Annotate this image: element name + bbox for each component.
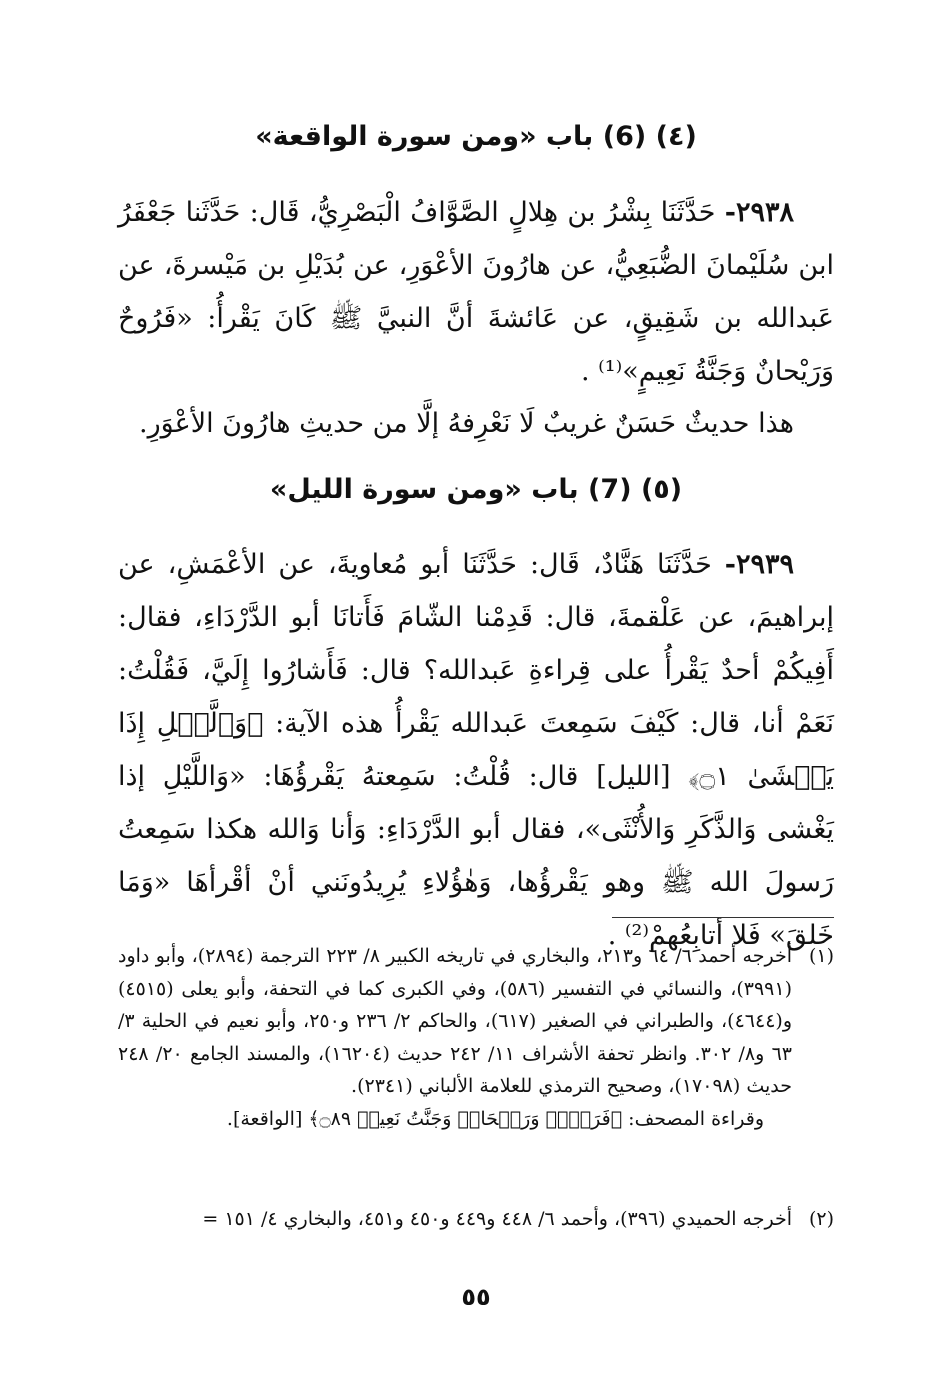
hadith-number: ٢٩٣٨- <box>724 197 794 228</box>
footnote-mark: (١) <box>808 945 834 967</box>
hadith-text: حَدَّثَنَا بِشْرُ بن هِلالٍ الصَّوَّافُ الْبَصْرِيُّ، قَال: حَدَّثَنا جَعْفَرُ ابن سُلَيْمانَ الضُّبَعِيُّ، عن هارُونَ الأعْوَرِ، عن بُدَيْلِ بن مَيْسرةَ، عن عَبدالله بن شَقِيقٍ، عن عَائشةَ أنَّ النبيَّ ﷺ كَانَ يَقْرأُ: «فَرُوحٌ وَرَيْحانٌ وَجَنَّةُ نَعِيمٍ»⁽¹⁾ . <box>118 197 834 387</box>
hadith-paragraph <box>118 186 834 398</box>
hadith-grading: هذا حديثٌ حَسَنٌ غريبٌ لَا نَعْرِفهُ إلَّا من حديثِ هارُونَ الأعْوَرِ. <box>139 408 794 439</box>
hadith-2938 <box>118 186 834 398</box>
footnote-text: أخرجه أحمد ٦/ ٦٤ و٢١٣، والبخاري في تاريخه الكبير ٨/ ٢٢٣ الترجمة (٢٨٩٤)، وأبو داود (٣٩٩١)، والنسائي في التفسير (٥٨٦)، وفي الكبرى كما في التحفة، وأبو يعلى (٤٥١٥) و(٤٦٤٤)، والطبراني في الصغير (٦١٧)، والحاكم ٢/ ٢٣٦ و٢٥٠، وأبو نعيم في الحلية ٣/ ٦٣ و٨/ ٣٠٢. وانظر تحفة الأشراف ١١/ ٢٤٢ حديث (١٦٢٠٤)، والمسند الجامع ٢٠/ ٢٤٨ حديث (١٧٠٩٨)، وصحيح الترمذي للعلامة الألباني (٢٣٤١). <box>118 945 792 1097</box>
hadith-paragraph <box>118 538 834 962</box>
footnote-quran-reading: وقراءة المصحف: ﴿فَرَوۡحٞ وَرَيۡحَانٞ وَجَنَّتُ نَعِيمٖ ۝٨٩﴾ [الواقعة]. <box>226 1107 764 1130</box>
chapter-heading-waqiah: (٤) (6) باب «ومن سورة الواقعة» <box>255 121 697 152</box>
hadith-number: ٢٩٣٩- <box>724 549 794 580</box>
footnote-1 <box>118 940 834 1135</box>
footnote-row <box>118 940 834 1103</box>
footnote-2 <box>118 1203 834 1236</box>
page-number: ٥٥ <box>461 1283 491 1311</box>
footnote-mark: (٢) <box>808 1208 834 1230</box>
footnote-separator <box>612 917 834 918</box>
footnote-text: أخرجه الحميدي (٣٩٦)، وأحمد ٦/ ٤٤٨ و٤٤٩ و٤٥٠ و٤٥١، والبخاري ٤/ ١٥١ = <box>202 1208 792 1230</box>
hadith-2939 <box>118 538 834 962</box>
chapter-heading-layl: (٥) (7) باب «ومن سورة الليل» <box>269 474 683 505</box>
footnote-row <box>118 1203 834 1236</box>
hadith-text: حَدَّثَنَا هَنَّادٌ، قَال: حَدَّثَنَا أبو مُعاويةَ، عن الأعْمَشِ، عن إبراهيمَ، عن عَلْقمةَ، قال: قَدِمْنا الشّامَ فَأَتانَا أبو الدَّرْدَاءِ، فقال: أَفِيكُمْ أحدٌ يَقْرأُ على قِراءةِ عَبدالله؟ قال: فَأَشارُوا إِلَيَّ، فَقُلْتُ: نَعَمْ أنا، قال: كَيْفَ سَمِعتَ عَبدالله يَقْرأُ هذه الآية: ﴿وَٱلَّيۡلِ إِذَا يَغۡشَىٰ ۝١﴾ [الليل] قال: قُلْتُ: سَمِعتهُ يَقْرؤُهَا: «وَاللَّيْلِ إذا يَغْشى وَالذَّكَرِ وَالأُنْثَى»، فقال أبو الدَّرْدَاءِ: وَأنا وَالله هكذا سَمِعتُ رَسولَ الله ﷺ وهو يَقْرؤُها، وَهٰؤُلاءِ يُرِيدُونَني أنْ أقْرأهَا «وَمَا خَلقَ» فَلا أتابِعُهمْ⁽²⁾ . <box>118 549 834 951</box>
